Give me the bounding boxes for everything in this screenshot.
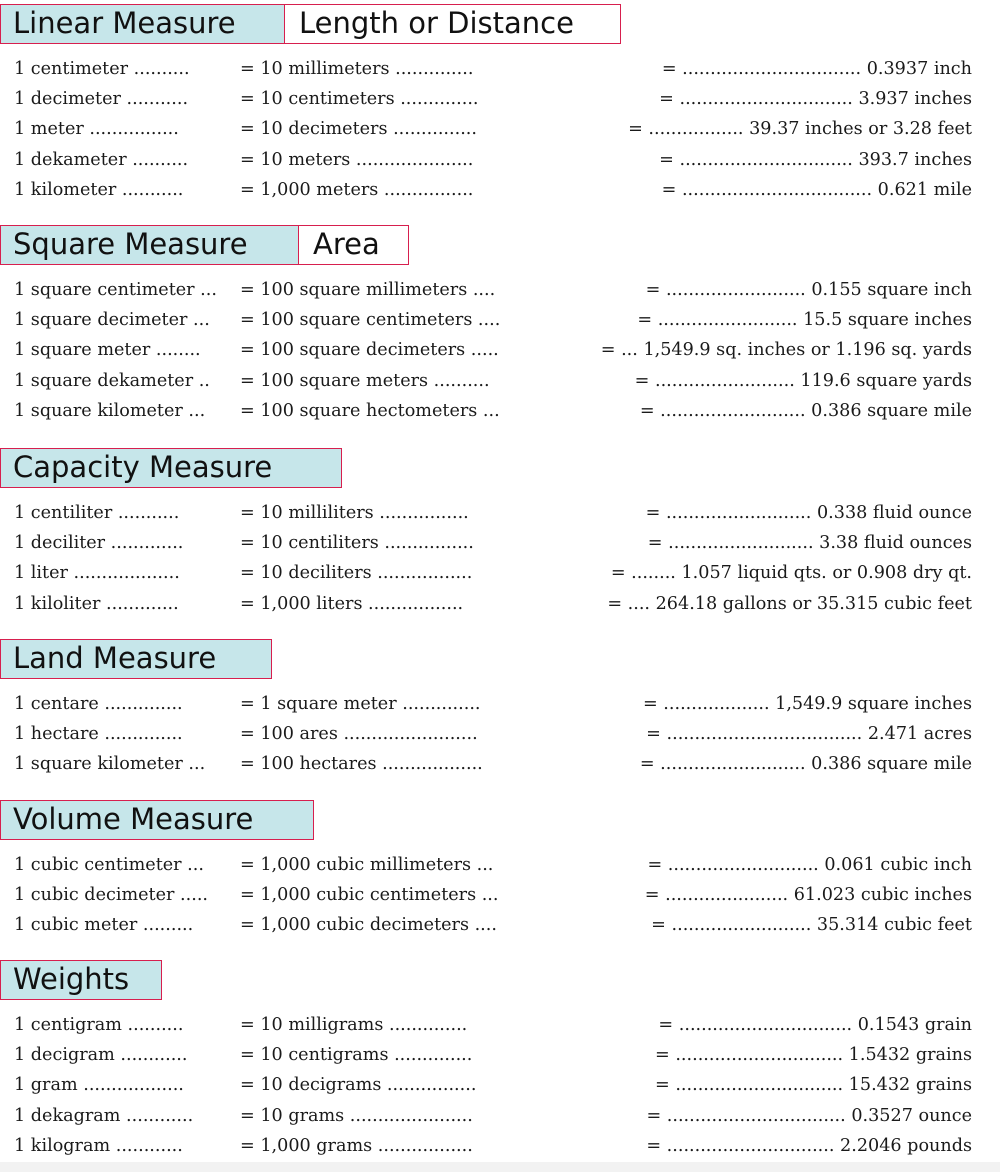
table-row: [0, 689, 1000, 719]
section-header: [0, 800, 1000, 842]
table-row: [0, 114, 1000, 144]
imperial-value-cell: = ............................... 0.1543 grain: [658, 1015, 972, 1035]
table-row: [0, 558, 1000, 588]
unit-cell: 1 decimeter ...........: [14, 89, 189, 110]
table-row: [0, 910, 1000, 940]
unit-cell: 1 square kilometer ...: [14, 400, 206, 421]
section-subtitle: Area: [299, 225, 409, 265]
equivalent-cell: = 100 hectares ..................: [240, 754, 483, 775]
table-row: [0, 589, 1000, 619]
unit-cell: 1 centigram ..........: [14, 1015, 184, 1035]
equivalent-cell: = 100 square meters ..........: [240, 370, 490, 391]
section-title: Volume Measure: [0, 800, 314, 840]
table-row: [0, 305, 1000, 335]
imperial-value-cell: = .................................. 0.621 mile: [661, 179, 972, 200]
unit-cell: 1 centiliter ...........: [14, 503, 180, 523]
table-row: [0, 175, 1000, 205]
imperial-value-cell: = ......................... 0.155 square inch: [645, 280, 972, 300]
unit-cell: 1 kilogram ............: [14, 1135, 183, 1156]
section-title: Linear Measure: [0, 4, 285, 44]
table-row: [0, 498, 1000, 528]
imperial-value-cell: = ................................... 2.471 acres: [646, 724, 972, 745]
table-row: [0, 1040, 1000, 1070]
imperial-value-cell: = .......................... 3.38 fluid ounces: [647, 533, 972, 554]
section-header: [0, 448, 1000, 490]
table-row: [0, 1010, 1000, 1040]
equivalent-cell: = 10 millimeters ..............: [240, 59, 474, 79]
unit-cell: 1 square decimeter ...: [14, 310, 210, 331]
equivalent-cell: = 10 centiliters ................: [240, 533, 474, 554]
imperial-value-cell: = ................... 1,549.9 square inches: [642, 694, 972, 714]
table-row: [0, 719, 1000, 749]
unit-cell: 1 deciliter .............: [14, 533, 184, 554]
equivalent-cell: = 1 square meter ..............: [240, 694, 481, 714]
table-row: [0, 396, 1000, 426]
imperial-value-cell: = ... 1,549.9 sq. inches or 1.196 sq. yards: [600, 340, 972, 361]
section-linear-measure: [0, 4, 1000, 205]
equivalent-cell: = 10 meters .....................: [240, 149, 474, 170]
table-row: [0, 145, 1000, 175]
unit-cell: 1 meter ................: [14, 119, 179, 140]
section-header: [0, 225, 1000, 267]
imperial-value-cell: = ........................... 0.061 cubic inch: [647, 855, 972, 875]
equivalent-cell: = 10 grams ......................: [240, 1105, 473, 1126]
imperial-value-cell: = .......................... 0.386 square mile: [639, 400, 972, 421]
section-title: Capacity Measure: [0, 448, 342, 488]
section-header: [0, 4, 1000, 46]
unit-cell: 1 centimeter ..........: [14, 59, 190, 79]
imperial-value-cell: = ................................ 0.3527 ounce: [646, 1105, 972, 1126]
section-title: Land Measure: [0, 639, 272, 679]
equivalent-cell: = 1,000 grams .................: [240, 1135, 473, 1156]
table-row: [0, 528, 1000, 558]
section-weights: [0, 960, 1000, 1161]
unit-cell: 1 square kilometer ...: [14, 754, 206, 775]
equivalent-cell: = 1,000 liters .................: [240, 593, 464, 614]
unit-cell: 1 square dekameter ..: [14, 370, 210, 391]
equivalent-cell: = 1,000 cubic decimeters ....: [240, 915, 497, 936]
unit-cell: 1 cubic centimeter ...: [14, 855, 204, 875]
unit-cell: 1 hectare ..............: [14, 724, 183, 745]
section-header: [0, 639, 1000, 681]
unit-cell: 1 cubic meter .........: [14, 915, 194, 936]
unit-cell: 1 kiloliter .............: [14, 593, 179, 614]
imperial-value-cell: = ............................... 3.937 inches: [659, 89, 972, 110]
imperial-value-cell: = .......................... 0.386 square mile: [639, 754, 972, 775]
unit-cell: 1 square centimeter ...: [14, 280, 217, 300]
section-capacity-measure: [0, 448, 1000, 619]
imperial-value-cell: = .... 264.18 gallons or 35.315 cubic feet: [607, 593, 972, 614]
table-row: [0, 54, 1000, 84]
equivalent-cell: = 10 decigrams ................: [240, 1075, 477, 1096]
unit-cell: 1 centare ..............: [14, 694, 183, 714]
equivalent-cell: = 10 deciliters .................: [240, 563, 473, 584]
equivalent-cell: = 1,000 meters ................: [240, 179, 474, 200]
imperial-value-cell: = .............................. 15.432 grains: [654, 1075, 972, 1096]
table-row: [0, 880, 1000, 910]
imperial-value-cell: = ......................... 35.314 cubic feet: [651, 915, 972, 936]
equivalent-cell: = 10 centigrams ..............: [240, 1045, 473, 1066]
table-row: [0, 749, 1000, 779]
equivalent-cell: = 1,000 cubic centimeters ...: [240, 885, 499, 906]
imperial-value-cell: = .......................... 0.338 fluid ounce: [645, 503, 972, 523]
equivalent-cell: = 10 milliliters ................: [240, 503, 469, 523]
unit-cell: 1 dekameter ..........: [14, 149, 189, 170]
equivalent-cell: = 10 centimeters ..............: [240, 89, 479, 110]
unit-cell: 1 decigram ............: [14, 1045, 188, 1066]
section-volume-measure: [0, 800, 1000, 941]
equivalent-cell: = 100 square decimeters .....: [240, 340, 499, 361]
equivalent-cell: = 10 decimeters ...............: [240, 119, 477, 140]
section-square-measure: [0, 225, 1000, 426]
imperial-value-cell: = .............................. 2.2046 pounds: [646, 1135, 972, 1156]
table-row: [0, 1070, 1000, 1100]
table-row: [0, 1101, 1000, 1131]
section-header: [0, 960, 1000, 1002]
unit-cell: 1 kilometer ...........: [14, 179, 184, 200]
section-land-measure: [0, 639, 1000, 780]
imperial-value-cell: = ........ 1.057 liquid qts. or 0.908 dry qt.: [610, 563, 972, 584]
imperial-value-cell: = ......................... 15.5 square inches: [637, 310, 972, 331]
imperial-value-cell: = .............................. 1.5432 grains: [654, 1045, 972, 1066]
imperial-value-cell: = ................. 39.37 inches or 3.28 feet: [628, 119, 972, 140]
section-subtitle: Length or Distance: [285, 4, 621, 44]
bottom-edge-strip: [0, 1162, 1000, 1172]
table-row: [0, 84, 1000, 114]
equivalent-cell: = 1,000 cubic millimeters ...: [240, 855, 494, 875]
table-row: [0, 275, 1000, 305]
unit-cell: 1 gram ..................: [14, 1075, 184, 1096]
table-row: [0, 1131, 1000, 1161]
table-row: [0, 850, 1000, 880]
imperial-value-cell: = ......................... 119.6 square yards: [634, 370, 972, 391]
unit-cell: 1 square meter ........: [14, 340, 201, 361]
equivalent-cell: = 100 square hectometers ...: [240, 400, 500, 421]
imperial-value-cell: = ................................ 0.3937 inch: [661, 59, 972, 79]
unit-cell: 1 cubic decimeter .....: [14, 885, 209, 906]
unit-cell: 1 liter ...................: [14, 563, 180, 584]
table-row: [0, 366, 1000, 396]
equivalent-cell: = 100 square centimeters ....: [240, 310, 501, 331]
equivalent-cell: = 100 square millimeters ....: [240, 280, 496, 300]
equivalent-cell: = 10 milligrams ..............: [240, 1015, 468, 1035]
section-title: Weights: [0, 960, 162, 1000]
imperial-value-cell: = ...................... 61.023 cubic inches: [644, 885, 972, 906]
unit-cell: 1 dekagram ............: [14, 1105, 194, 1126]
table-row: [0, 335, 1000, 365]
imperial-value-cell: = ............................... 393.7 inches: [659, 149, 972, 170]
section-title: Square Measure: [0, 225, 299, 265]
equivalent-cell: = 100 ares ........................: [240, 724, 478, 745]
